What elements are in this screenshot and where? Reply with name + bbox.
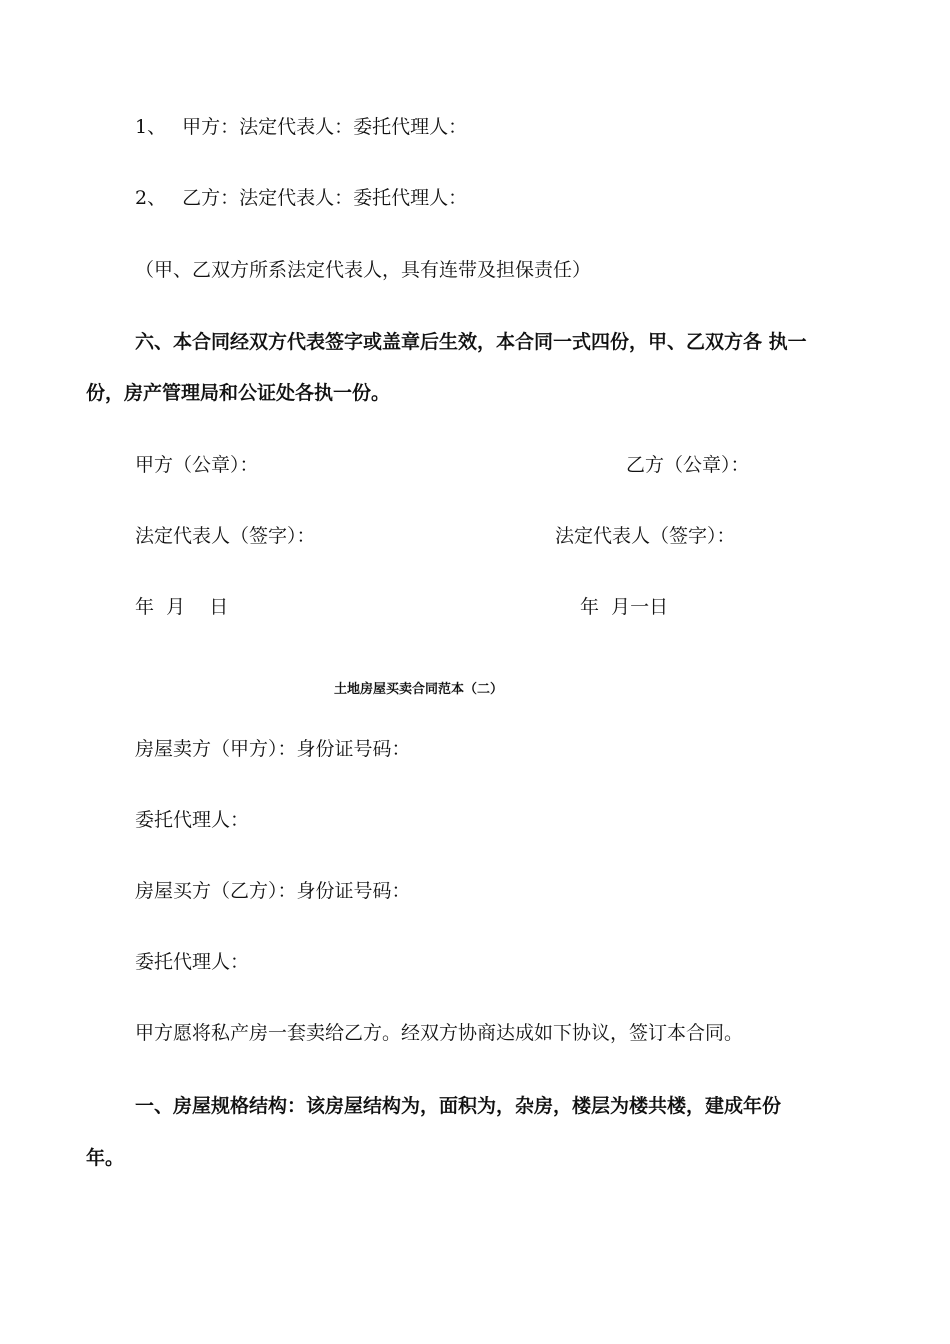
contract-intro: 甲方愿将私产房一套卖给乙方。经双方协商达成如下协议，签订本合同。	[135, 1022, 744, 1044]
clause-6-line-1: 六、本合同经双方代表签字或盖章后生效，本合同一式四份，甲、乙双方各 执一	[135, 331, 807, 353]
buyer-line: 房屋买方（乙方）：身份证号码：	[135, 880, 411, 902]
item-2-number: 2、	[135, 187, 167, 209]
party-b-representative: 法定代表人（签字）：	[555, 525, 736, 547]
contract-2-title: 土地房屋买卖合同范本（二）	[334, 682, 504, 697]
seller-agent-line: 委托代理人：	[135, 809, 250, 831]
party-b-date: 年 月一日	[580, 596, 669, 618]
party-a-seal: 甲方（公章）：	[135, 454, 259, 476]
clause-1-line-2: 年。	[86, 1147, 125, 1169]
item-1	[135, 115, 467, 139]
item-2	[135, 186, 467, 210]
seller-line: 房屋卖方（甲方）：身份证号码：	[135, 738, 411, 760]
liability-note: （甲、乙双方所系法定代表人，具有连带及担保责任）	[135, 259, 592, 281]
clause-6-line-2: 份，房产管理局和公证处各执一份。	[86, 382, 391, 404]
buyer-agent-line: 委托代理人：	[135, 951, 250, 973]
item-2-text: 乙方：法定代表人：委托代理人：	[182, 187, 468, 209]
item-1-text: 甲方：法定代表人：委托代理人：	[182, 116, 468, 138]
party-a-representative: 法定代表人（签字）：	[135, 525, 316, 547]
clause-1-line-1: 一、房屋规格结构：该房屋结构为，面积为，杂房，楼层为楼共楼，建成年份	[135, 1095, 782, 1117]
item-1-number: 1、	[135, 116, 167, 138]
party-a-date: 年 月 日	[135, 596, 229, 618]
party-b-seal: 乙方（公章）：	[626, 454, 750, 476]
